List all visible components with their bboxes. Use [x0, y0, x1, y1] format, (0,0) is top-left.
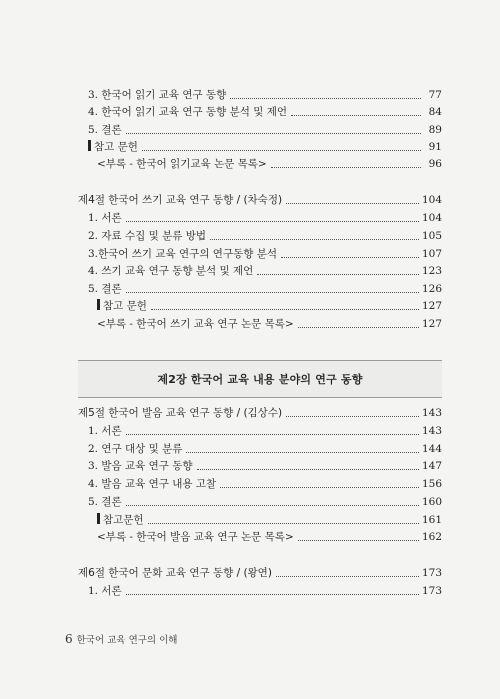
- toc-entry-page: 144: [421, 443, 442, 455]
- leader-dots: [230, 97, 421, 99]
- toc-entry-title: 4. 한국어 읽기 교육 연구 동향 분석 및 제언: [88, 106, 288, 118]
- references-marker-icon: [88, 140, 91, 151]
- toc-entry-page: 96: [428, 158, 442, 170]
- toc-entry: [88, 459, 442, 473]
- leader-dots: [271, 166, 421, 168]
- section-heading: [78, 406, 442, 420]
- toc-entry-page: 123: [421, 265, 442, 277]
- toc-entry-page: 91: [428, 141, 442, 153]
- toc-entry-title: 5. 결론: [88, 496, 122, 508]
- leader-dots: [276, 575, 419, 577]
- toc-entry-title: 3. 발음 교육 연구 동향: [88, 460, 193, 472]
- toc-entry: [88, 123, 442, 137]
- references-entry: [88, 140, 442, 154]
- toc-entry-title: 2. 자료 수집 및 분류 방법: [88, 230, 206, 242]
- leader-dots: [126, 220, 419, 222]
- toc-entry-page: 127: [421, 300, 442, 312]
- toc-entry-page: 77: [428, 89, 442, 101]
- toc-entry: [88, 495, 442, 509]
- toc-entry-title: 5. 결론: [88, 124, 122, 136]
- toc-entry-page: 107: [421, 248, 442, 260]
- leader-dots: [286, 202, 419, 204]
- toc-entry-page: 126: [421, 283, 442, 295]
- toc-entry-page: 161: [421, 514, 442, 526]
- leader-dots: [126, 433, 419, 435]
- appendix-label: <부록 - 한국어 읽기교육 논문 목록>: [97, 158, 267, 170]
- leader-dots: [298, 539, 419, 541]
- page-number: 6: [65, 632, 73, 646]
- leader-dots: [210, 238, 419, 240]
- references-marker-icon: [97, 299, 100, 310]
- section-title: 제5절 한국어 발음 교육 연구 동향 / (김상수): [78, 407, 283, 419]
- toc-entry-page: 127: [421, 318, 442, 330]
- toc-entry-title: 4. 발음 교육 연구 내용 고찰: [88, 478, 217, 490]
- section-heading: [78, 566, 442, 580]
- references-entry: [97, 299, 442, 313]
- section-title: 제4절 한국어 쓰기 교육 연구 동향 / (차숙정): [78, 194, 283, 206]
- leader-dots: [126, 291, 419, 293]
- toc-entry-page: 105: [421, 230, 442, 242]
- section-page: 143: [421, 407, 442, 419]
- running-title: 한국어 교육 연구의 이해: [76, 635, 178, 646]
- toc-entry-page: 162: [421, 531, 442, 543]
- section-heading: [78, 193, 442, 207]
- toc-entry-title: 2. 연구 대상 및 분류: [88, 443, 183, 455]
- leader-dots: [142, 149, 421, 151]
- toc-entry-page: 84: [428, 106, 442, 118]
- references-entry: [97, 513, 442, 527]
- leader-dots: [126, 593, 419, 595]
- leader-dots: [286, 415, 419, 417]
- appendix-entry: [97, 317, 442, 331]
- leader-dots: [197, 468, 419, 470]
- page-footer: [65, 632, 177, 646]
- toc-entry-title: 1. 서론: [88, 425, 122, 437]
- references-label: 참고 문헌: [94, 141, 138, 153]
- toc-entry: [88, 282, 442, 296]
- references-marker-icon: [97, 513, 100, 524]
- section-page: 104: [421, 194, 442, 206]
- toc-entry-title: 1. 서론: [88, 212, 122, 224]
- leader-dots: [148, 522, 419, 524]
- toc-entry-title: 1. 서론: [88, 585, 122, 597]
- toc-entry: [88, 442, 442, 456]
- toc-entry-page: 160: [421, 496, 442, 508]
- toc-entry-page: 147: [421, 460, 442, 472]
- toc-entry-title: 3. 한국어 읽기 교육 연구 동향: [88, 89, 227, 101]
- toc-entry-title: 3.한국어 쓰기 교육 연구의 연구동향 분석: [88, 248, 277, 260]
- toc-entry: [88, 247, 442, 261]
- leader-dots: [186, 451, 419, 453]
- toc-entry-page: 104: [421, 212, 442, 224]
- section-title: 제6절 한국어 문화 교육 연구 동향 / (왕연): [78, 567, 272, 579]
- toc-entry: [88, 584, 442, 598]
- chapter-title: 제2장 한국어 교육 내용 분야의 연구 동향: [157, 373, 363, 386]
- section-page: 173: [421, 567, 442, 579]
- leader-dots: [281, 256, 419, 258]
- toc-entry-title: 4. 쓰기 교육 연구 동향 분석 및 제언: [88, 265, 254, 277]
- toc-entry: [88, 88, 442, 102]
- appendix-entry: [97, 530, 442, 544]
- toc-entry: [88, 211, 442, 225]
- leader-dots: [126, 504, 419, 506]
- toc-entry-page: 173: [421, 585, 442, 597]
- leader-dots: [126, 132, 421, 134]
- appendix-label: <부록 - 한국어 발음 교육 연구 논문 목록>: [97, 531, 294, 543]
- appendix-label: <부록 - 한국어 쓰기 교육 연구 논문 목록>: [97, 318, 294, 330]
- toc-entry-page: 143: [421, 425, 442, 437]
- toc-entry: [88, 264, 442, 278]
- toc-entry-title: 5. 결론: [88, 283, 122, 295]
- toc-entry: [88, 105, 442, 119]
- leader-dots: [298, 326, 419, 328]
- leader-dots: [220, 486, 419, 488]
- toc-entry: [88, 477, 442, 491]
- leader-dots: [291, 114, 421, 116]
- toc-entry-page: 89: [428, 124, 442, 136]
- toc-entry: [88, 424, 442, 438]
- toc-entry: [88, 229, 442, 243]
- leader-dots: [257, 273, 419, 275]
- appendix-entry: [97, 157, 442, 171]
- chapter-heading: [78, 360, 442, 398]
- references-label: 참고 문헌: [103, 300, 147, 312]
- references-label: 참고문헌: [103, 514, 144, 526]
- toc-entry-page: 156: [421, 478, 442, 490]
- leader-dots: [151, 308, 419, 310]
